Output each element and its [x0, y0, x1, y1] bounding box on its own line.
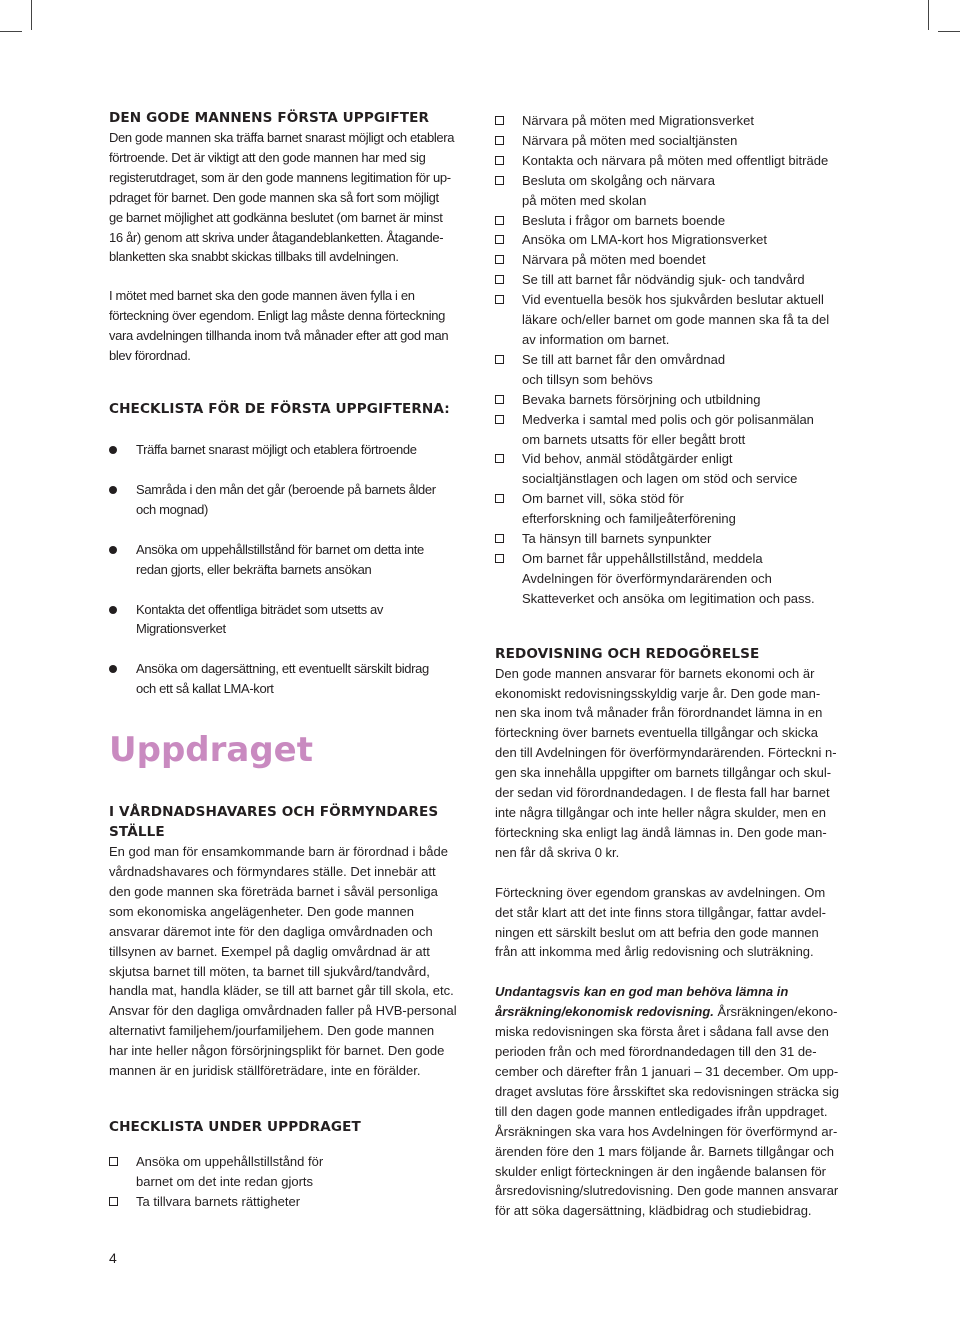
text-line: cember och därefter från 1 januari – 31 december. Om upp-	[495, 1063, 839, 1079]
heading-first-tasks: DEN GODE MANNENS FÖRSTA UPPGIFTER	[109, 110, 430, 126]
text-line: blanketten ska snabbt skickas tillbaks till avdelningen.	[109, 249, 399, 265]
checkbox-icon	[495, 494, 504, 503]
item-text: Ansöka om LMA-kort hos Migrationsverket	[522, 232, 767, 248]
text-line: inte några tillgångar och inte heller några skulder, men en	[495, 805, 826, 820]
checkbox-icon	[495, 415, 504, 424]
checkbox-icon	[495, 116, 504, 125]
checklist-item	[495, 529, 857, 549]
checkbox-icon	[495, 156, 504, 165]
text-line: ansvarar däremot inte för den dagliga omvårdnaden och	[109, 923, 433, 939]
checklist-item	[495, 410, 857, 450]
heading-accounting: REDOVISNING OCH REDOGÖRELSE	[495, 645, 760, 662]
text-line: gen ska innehålla uppgifter om barnets tillgångar och skul-	[495, 765, 832, 781]
checklist-item	[495, 131, 857, 151]
list-item	[109, 659, 469, 699]
checklist-item	[495, 290, 857, 350]
checkbox-icon	[495, 255, 504, 264]
text-line: pdraget för barnet. Den gode mannen ska så fort som möjligt	[109, 189, 439, 205]
text-line: Den gode mannen ansvarar för barnets ekonomi och är	[495, 665, 815, 681]
item-text: och mognad)	[136, 501, 209, 517]
checkbox-icon	[495, 216, 504, 225]
checklist-item	[495, 350, 857, 390]
text-line: förteckning över barnets eventuella tillgångar och skicka	[495, 725, 819, 741]
item-text: och ett så kallat LMA-kort	[136, 681, 274, 697]
item-text: Medverka i samtal med polis och gör polisanmälan	[522, 411, 814, 427]
text-line	[495, 1002, 857, 1022]
item-text: Närvara på möten med Migrationsverket	[522, 113, 754, 128]
checklist-item	[109, 1192, 469, 1212]
item-text: Om barnet får uppehållstillstånd, meddela	[522, 550, 763, 566]
text-line: vårdnadshavares och förmyndares ställe. Det innebär att	[109, 864, 436, 880]
text-line: registerutdraget, som är den gode mannens legitimation för up-	[109, 169, 451, 185]
bullet-icon	[109, 486, 117, 494]
text-line: nen får då skriva 0 kr.	[495, 844, 620, 860]
list-item	[109, 540, 469, 580]
text-line: ekonomiskt redovisningsskyldig varje år. Den gode man-	[495, 685, 821, 701]
right-column	[495, 111, 857, 1221]
text-line: blev förordnad.	[109, 348, 191, 364]
item-text: Besluta om skolgång och närvara	[522, 172, 715, 188]
crop-mark-right	[928, 0, 929, 30]
item-text: Ta tillvara barnets rättigheter	[136, 1193, 301, 1209]
text-line: den till Avdelningen för överförmyndarärenden. Förteckni n-	[495, 745, 837, 761]
text-line: skjutsa barnet till möten, ta barnet till sjukvård/tandvård,	[109, 963, 430, 979]
text-line: har inte heller någon försörjningsplikt för barnet. Den gode	[109, 1043, 445, 1059]
text-line: det står klart att det inte finns stora tillgångar, fattar avdel-	[495, 904, 826, 920]
item-text: redan gjorts, eller bekräfta barnets ansökan	[136, 561, 372, 577]
checklist-item	[495, 230, 857, 250]
checkbox-icon	[495, 295, 504, 304]
text-line: från att inkomma med årlig redovisning och sluträkning.	[495, 944, 814, 960]
bullet-icon	[109, 665, 117, 673]
intro-paragraph	[109, 128, 469, 267]
bullet-icon	[109, 606, 117, 614]
item-text: på möten med skolan	[522, 192, 647, 208]
guardian-duties-checklist	[495, 111, 857, 609]
text-line: 16 år) genom att skriva under åtagandeblanketten. Åtagande-	[109, 229, 444, 245]
heading-checklist-first: CHECKLISTA FÖR DE FÖRSTA UPPGIFTERNA:	[109, 400, 450, 417]
text-line: som ekonomiska angelägenheter. Den gode mannen	[109, 903, 414, 919]
item-text: Avdelningen för överförmyndarärenden och	[522, 570, 772, 586]
item-text: Skatteverket och ansöka om legitimation och pass.	[522, 590, 815, 606]
accounting-paragraph	[495, 664, 857, 863]
item-text: Besluta i frågor om barnets boende	[522, 212, 726, 228]
text-line: skulder enligt förteckningen är den ingående balansen för	[495, 1163, 827, 1179]
text-line: handla mat, handla kläder, se till att barnet går till skola, etc.	[109, 983, 454, 999]
item-text: Vid eventuella besök hos sjukvården beslutar aktuell	[522, 292, 824, 308]
annual-report-paragraph	[495, 982, 857, 1221]
text-line: ningen ett särskilt beslut om att befria den gode mannen	[495, 924, 819, 940]
inventory-paragraph	[109, 286, 469, 366]
checklist-item	[495, 250, 857, 270]
list-item	[109, 480, 469, 520]
checklist-item	[495, 489, 857, 529]
item-text: barnet om det inte redan gjorts	[136, 1173, 314, 1189]
checkbox-icon	[109, 1197, 118, 1206]
checklist-item	[495, 171, 857, 211]
guardian-paragraph	[109, 842, 469, 1081]
checklist-item	[495, 549, 857, 609]
checkbox-icon	[495, 176, 504, 185]
checkbox-icon	[495, 454, 504, 463]
text-line: förteckning över egendom. Enligt lag måste denna förteckning	[109, 308, 445, 324]
text-line: förtroende. Det är viktigt att den gode mannen har med sig	[109, 149, 426, 165]
item-text: och tillsyn som behövs	[522, 371, 653, 387]
text-line: för att söka dagersättning, klädbidrag och studiebidrag.	[495, 1203, 812, 1219]
during-assignment-checklist	[109, 1152, 469, 1212]
checklist-item	[495, 449, 857, 489]
text-line: miska redovisningen ska första året i sådana fall avse den	[495, 1024, 829, 1040]
checkbox-icon	[495, 395, 504, 404]
text-line: perioden från och med förordnandedagen till den 31 de-	[495, 1044, 817, 1060]
text-line: mannen är en juridisk ställföreträdare, inte en förälder.	[109, 1063, 421, 1079]
text-line: årsredovisning/slutredovisning. Den gode mannen ansvarar	[495, 1183, 839, 1199]
item-text: Närvara på möten med boendet	[522, 252, 706, 268]
item-text: om barnets utsatts för eller begått brott	[522, 431, 746, 447]
list-item	[109, 600, 469, 640]
item-text: Närvara på möten med socialtjänsten	[522, 132, 738, 148]
text-line: nen ska inom två månader från förordnandet lämna in en	[495, 705, 823, 721]
checklist-item	[495, 211, 857, 231]
checkbox-icon	[495, 355, 504, 364]
item-text: läkare och/eller barnet om gode mannen ska få ta del	[522, 312, 830, 328]
item-text: Kontakta det offentliga biträdet som utsetts av	[136, 601, 384, 617]
item-text: Vid behov, anmäl stödåtgärder enligt	[522, 451, 733, 467]
text-line: ge barnet möjlighet att godkänna beslutet (om barnet är minst	[109, 209, 443, 225]
text-line: tillsynen av barnet. Exempel på daglig omvårdnad är att	[109, 943, 430, 959]
item-text: Om barnet vill, söka stöd för	[522, 491, 684, 507]
crop-mark-left-h	[0, 31, 22, 32]
text-line: alternativt familjehem/jourfamiljehem. Den gode mannen	[109, 1023, 435, 1039]
text-line: vara avdelningen tillhanda inom två månader efter att god man	[109, 328, 449, 344]
crop-mark-right-h	[938, 31, 960, 32]
checklist-item	[109, 1152, 469, 1192]
crop-mark-left	[31, 0, 32, 30]
checklist-item	[495, 270, 857, 290]
item-text: Ansöka om uppehållstillstånd för barnet om detta inte	[136, 541, 424, 557]
emphasis-text: årsräkning/ekonomisk redovisning.	[495, 1004, 714, 1020]
page-number: 4	[109, 1250, 117, 1266]
text-line: den gode mannen ska företräda barnet i såväl personliga	[109, 883, 438, 899]
checklist-item	[495, 151, 857, 171]
item-text: Ta hänsyn till barnets synpunkter	[522, 531, 712, 547]
item-text: Se till att barnet får den omvårdnad	[522, 351, 726, 367]
checkbox-icon	[495, 554, 504, 563]
list-item	[109, 440, 469, 460]
section-title-uppdraget: Uppdraget	[109, 730, 313, 771]
item-text: Migrationsverket	[136, 621, 226, 637]
item-text: socialtjänstlagen och lagen om stöd och service	[522, 471, 798, 487]
item-text: Träffa barnet snarast möjligt och etablera förtroende	[136, 441, 417, 457]
text-line: förteckning ska enligt lag ändå lämnas in. Den gode man-	[495, 824, 827, 840]
text-line: Årsräkningen ska vara hos Avdelningen för överförmynd ar-	[495, 1123, 838, 1139]
checkbox-icon	[495, 235, 504, 244]
checklist-item	[495, 111, 857, 131]
item-text: Ansöka om dagersättning, ett eventuellt särskilt bidrag	[136, 661, 429, 677]
review-paragraph	[495, 883, 857, 963]
heading-guardian-role: I VÅRDNADSHAVARES OCH FÖRMYNDARES STÄLLE	[109, 804, 439, 841]
item-text: av information om barnet.	[522, 331, 670, 347]
text-span: Årsräkningen/ekono-	[713, 1004, 838, 1020]
text-line: En god man för ensamkommande barn är förordnad i både	[109, 844, 448, 860]
checkbox-icon	[495, 275, 504, 284]
bullet-icon	[109, 446, 117, 454]
item-text: Se till att barnet får nödvändig sjuk- och tandvård	[522, 272, 805, 288]
checkbox-icon	[109, 1157, 118, 1166]
item-text: Kontakta och närvara på möten med offentligt biträde	[522, 152, 829, 168]
item-text: efterforskning och familjeåterförening	[522, 511, 736, 527]
heading-checklist-during: CHECKLISTA UNDER UPPDRAGET	[109, 1119, 361, 1135]
bullet-icon	[109, 546, 117, 554]
text-line: der sedan vid förordnandedagen. I de flesta fall har barnet	[495, 785, 830, 801]
text-line: ärenden före den 1 mars följande år. Barnets tillgångar och	[495, 1143, 834, 1159]
text-line: I mötet med barnet ska den gode mannen även fylla i en	[109, 288, 415, 304]
item-text: Ansöka om uppehållstillstånd för	[136, 1154, 324, 1169]
text-line: Förteckning över egendom granskas av avdelningen. Om	[495, 884, 826, 900]
emphasis-line: Undantagsvis kan en god man behöva lämna in	[495, 984, 789, 1000]
checkbox-icon	[495, 136, 504, 145]
text-line: Den gode mannen ska träffa barnet snarast möjligt och etablera	[109, 130, 455, 145]
text-line: Ansvar för den dagliga omvårdnaden faller på HVB-personal	[109, 1003, 457, 1019]
checkbox-icon	[495, 534, 504, 543]
item-text: Samråda i den mån det går (beroende på barnets ålder	[136, 481, 436, 497]
checklist-item	[495, 390, 857, 410]
text-line: draget avslutas före årsskiftet ska redovisningen sträcka sig	[495, 1083, 839, 1099]
left-column	[109, 108, 469, 1212]
item-text: Bevaka barnets försörjning och utbildning	[522, 391, 761, 407]
first-tasks-bullet-list	[109, 440, 469, 699]
text-line: till den dagen gode mannen entledigades ifrån uppdraget.	[495, 1103, 828, 1119]
